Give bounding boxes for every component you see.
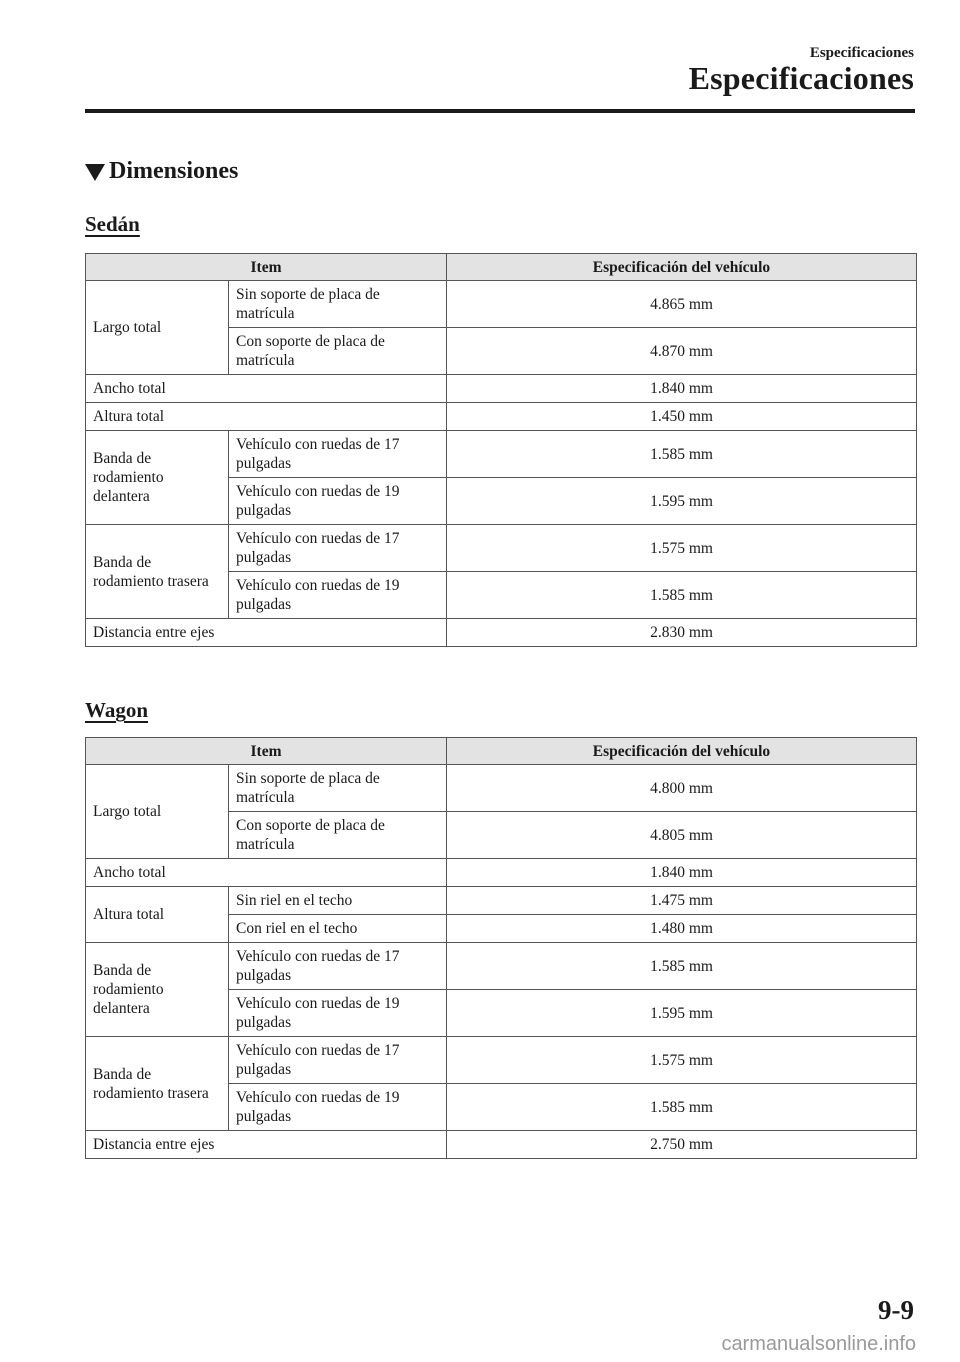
row-sublabel: Vehículo con ruedas de 19 pulgadas	[229, 572, 447, 619]
row-value: 2.750 mm	[447, 1131, 917, 1159]
row-value: 1.595 mm	[447, 478, 917, 525]
row-label: Ancho total	[86, 375, 447, 403]
row-value: 4.805 mm	[447, 812, 917, 859]
page-number: 9-9	[878, 1295, 914, 1325]
row-value: 1.585 mm	[447, 943, 917, 990]
row-sublabel: Vehículo con ruedas de 17 pulgadas	[229, 431, 447, 478]
sedan-spec-table	[85, 253, 917, 647]
triangle-down-icon	[85, 164, 105, 181]
row-value: 4.865 mm	[447, 281, 917, 328]
row-label: Distancia entre ejes	[86, 619, 447, 647]
table-row	[86, 1037, 917, 1084]
watermark: carmanualsonline.info	[721, 1333, 916, 1355]
header-section-title: Especificaciones	[688, 60, 914, 96]
row-value: 1.585 mm	[447, 1084, 917, 1131]
table-row	[86, 375, 917, 403]
row-value: 1.575 mm	[447, 1037, 917, 1084]
row-value: 1.575 mm	[447, 525, 917, 572]
row-label: Banda de rodamiento trasera	[86, 525, 229, 619]
row-sublabel: Vehículo con ruedas de 17 pulgadas	[229, 1037, 447, 1084]
section-title-text: Dimensiones	[109, 158, 239, 184]
row-sublabel: Con riel en el techo	[229, 915, 447, 943]
row-label: Banda de rodamiento trasera	[86, 1037, 229, 1131]
table-row	[86, 403, 917, 431]
row-sublabel: Con soporte de placa de matrícula	[229, 328, 447, 375]
row-label: Distancia entre ejes	[86, 1131, 447, 1159]
row-label: Altura total	[86, 403, 447, 431]
row-sublabel: Sin riel en el techo	[229, 887, 447, 915]
row-value: 1.585 mm	[447, 431, 917, 478]
table-row	[86, 281, 917, 328]
table-row	[86, 887, 917, 915]
header-rule	[85, 109, 915, 113]
row-label: Largo total	[86, 765, 229, 859]
row-value: 1.475 mm	[447, 887, 917, 915]
row-value: 1.840 mm	[447, 375, 917, 403]
table-row	[86, 859, 917, 887]
wagon-spec-table	[85, 737, 917, 1159]
row-sublabel: Vehículo con ruedas de 17 pulgadas	[229, 943, 447, 990]
row-label: Altura total	[86, 887, 229, 943]
header-item: Item	[86, 738, 447, 765]
row-value: 2.830 mm	[447, 619, 917, 647]
row-label: Ancho total	[86, 859, 447, 887]
table-row	[86, 1131, 917, 1159]
table-header-row	[86, 738, 917, 765]
table-row	[86, 619, 917, 647]
row-value: 1.585 mm	[447, 572, 917, 619]
row-value: 4.800 mm	[447, 765, 917, 812]
row-value: 1.480 mm	[447, 915, 917, 943]
row-sublabel: Sin soporte de placa de matrícula	[229, 765, 447, 812]
wagon-subtitle: Wagon	[85, 698, 149, 722]
table-row	[86, 765, 917, 812]
row-sublabel: Sin soporte de placa de matrícula	[229, 281, 447, 328]
row-sublabel: Vehículo con ruedas de 17 pulgadas	[229, 525, 447, 572]
table-row	[86, 943, 917, 990]
row-value: 4.870 mm	[447, 328, 917, 375]
section-title	[85, 158, 238, 185]
header-item: Item	[86, 254, 447, 281]
row-value: 1.840 mm	[447, 859, 917, 887]
header-spec: Especificación del vehículo	[447, 738, 917, 765]
row-value: 1.450 mm	[447, 403, 917, 431]
header-section-small: Especificaciones	[809, 45, 914, 61]
table-row	[86, 525, 917, 572]
table-header-row	[86, 254, 917, 281]
row-sublabel: Vehículo con ruedas de 19 pulgadas	[229, 1084, 447, 1131]
row-label: Banda de rodamiento delantera	[86, 943, 229, 1037]
table-row	[86, 431, 917, 478]
row-label: Largo total	[86, 281, 229, 375]
row-value: 1.595 mm	[447, 990, 917, 1037]
header-spec: Especificación del vehículo	[447, 254, 917, 281]
sedan-subtitle: Sedán	[85, 212, 140, 236]
row-sublabel: Con soporte de placa de matrícula	[229, 812, 447, 859]
row-sublabel: Vehículo con ruedas de 19 pulgadas	[229, 990, 447, 1037]
row-label: Banda de rodamiento delantera	[86, 431, 229, 525]
row-sublabel: Vehículo con ruedas de 19 pulgadas	[229, 478, 447, 525]
